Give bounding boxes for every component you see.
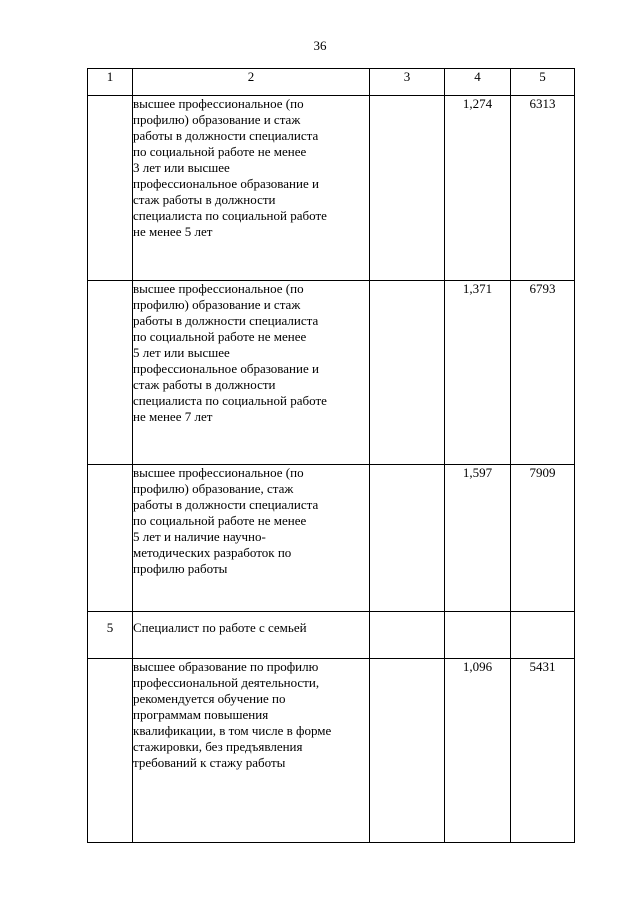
column-header: 1 [88,69,133,96]
position-title: Специалист по работе с семьей [133,612,370,659]
table-row [88,659,575,843]
column-header: 2 [133,69,370,96]
salary-cell: 5431 [511,659,575,843]
qualification-table [87,68,575,843]
qualification-requirements: высшее профессиональное (по профилю) образование и стаж работы в должности специалиста по социальной работе не менее 3 лет или высшее профессиональное образование и стаж работы в должности специалиста по социальной работе не менее 5 лет [133,96,370,281]
table-header-row [88,69,575,96]
row-number [88,465,133,612]
coefficient-cell: 1,597 [445,465,511,612]
coefficient-cell: 1,274 [445,96,511,281]
row-number [88,659,133,843]
column-3-cell [370,281,445,465]
column-header: 3 [370,69,445,96]
qualification-requirements: высшее профессиональное (по профилю) образование, стаж работы в должности специалиста по социальной работе не менее 5 лет и наличие научно- методических разработок по профилю работы [133,465,370,612]
page-number: 36 [313,38,327,53]
table-row [88,612,575,659]
table-row [88,465,575,612]
row-number [88,281,133,465]
coefficient-cell: 1,371 [445,281,511,465]
column-header: 4 [445,69,511,96]
column-3-cell [370,96,445,281]
salary-cell [511,612,575,659]
qualification-requirements: высшее профессиональное (по профилю) образование и стаж работы в должности специалиста по социальной работе не менее 5 лет или высшее профессиональное образование и стаж работы в должности специалиста по социальной работе не менее 7 лет [133,281,370,465]
salary-cell: 7909 [511,465,575,612]
column-3-cell [370,465,445,612]
row-number: 5 [88,612,133,659]
salary-cell: 6793 [511,281,575,465]
column-header: 5 [511,69,575,96]
row-number [88,96,133,281]
column-3-cell [370,659,445,843]
table-row [88,96,575,281]
salary-cell: 6313 [511,96,575,281]
coefficient-cell: 1,096 [445,659,511,843]
column-3-cell [370,612,445,659]
table-row [88,281,575,465]
qualification-requirements: высшее образование по профилю профессиональной деятельности, рекомендуется обучение по программам повышения квалификации, в том числе в форме стажировки, без предъявления требований к стажу работы [133,659,370,843]
coefficient-cell [445,612,511,659]
